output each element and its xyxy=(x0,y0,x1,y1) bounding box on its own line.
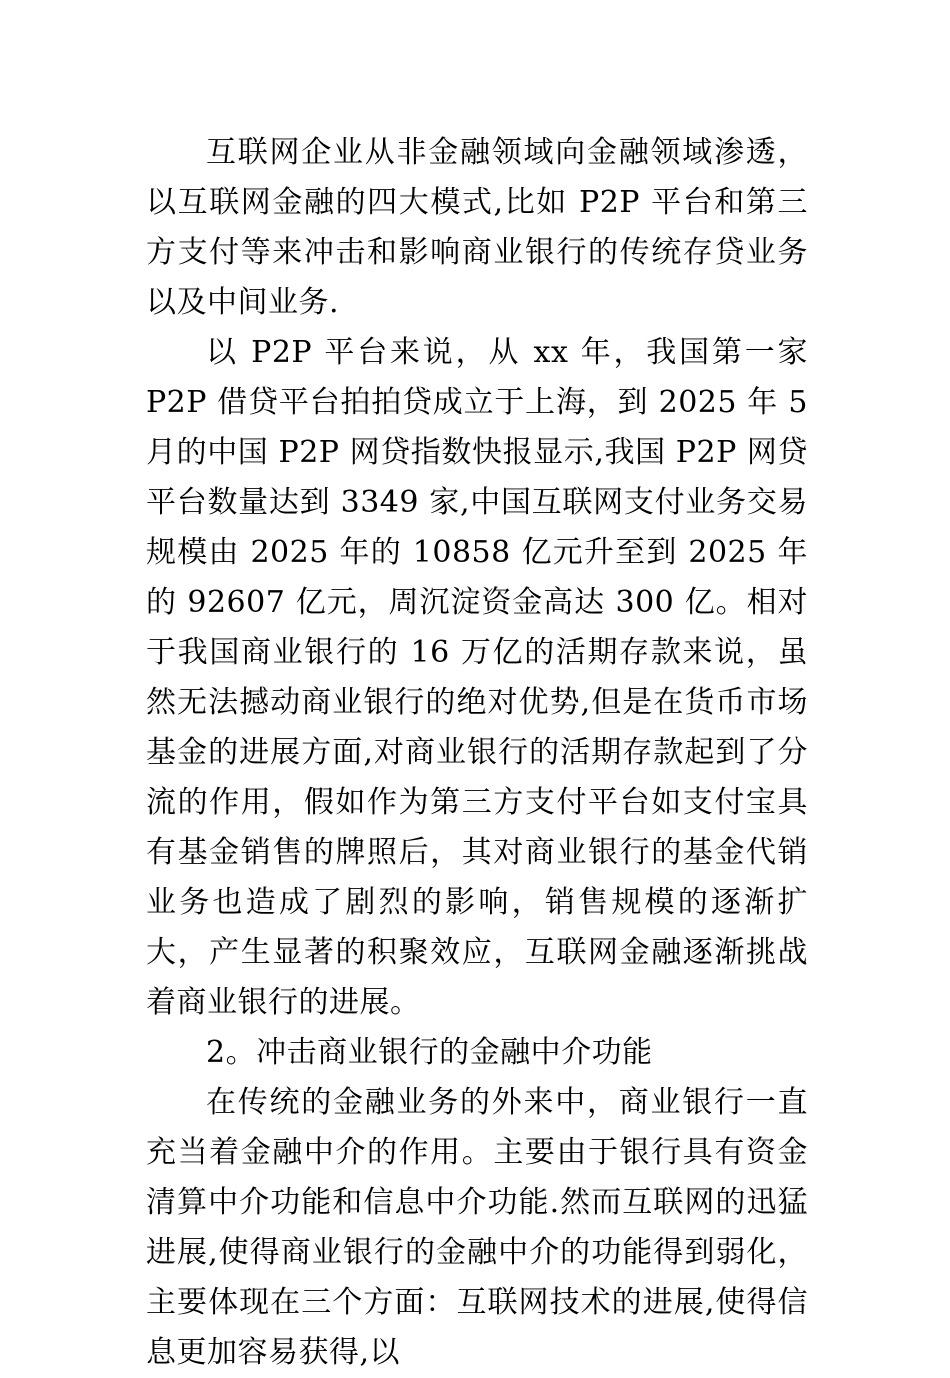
section-heading-intermediary: 2。冲击商业银行的金融中介功能 xyxy=(206,1035,653,1070)
paragraph-internet-penetration: 互联网企业从非金融领域向金融领域渗透，以互联网金融的四大模式,比如 P2P 平台和第三方支付等来冲击和影响商业银行的传统存贷业务以及中间业务. xyxy=(146,135,808,320)
paragraph-p2p-platform: 以 P2P 平台来说，从 xx 年，我国第一家 P2P 借贷平台拍拍贷成立于上海，到 2025 年 5 月的中国 P2P 网贷指数快报显示,我国 P2P 网贷平台数量达到 3349 家,中国互联网支付业务交易规模由 2025 年的 10858 亿元升至到 2025 年的 92607 亿元，周沉淀资金高达 300 亿。相对于我国商业银行的 16 万亿的活期存款来说，虽然无法撼动商业银行的绝对优势,但是在货币市场基金的进展方面,对商业银行的活期存款起到了分流的作用，假如作为第三方支付平台如支付宝具有基金销售的牌照后，其对商业银行的基金代销业务也造成了剧烈的影响，销售规模的逐渐扩大，产生显著的积聚效应，互联网金融逐渐挑战着商业银行的进展。 xyxy=(146,335,808,1020)
document-body xyxy=(146,128,808,1378)
paragraph-financial-intermediary: 在传统的金融业务的外来中，商业银行一直充当着金融中介的作用。主要由于银行具有资金清算中介功能和信息中介功能.然而互联网的迅猛进展,使得商业银行的金融中介的功能得到弱化，主要体现在三个方面：互联网技术的进展,使得信息更加容易获得,以 xyxy=(146,1085,808,1370)
